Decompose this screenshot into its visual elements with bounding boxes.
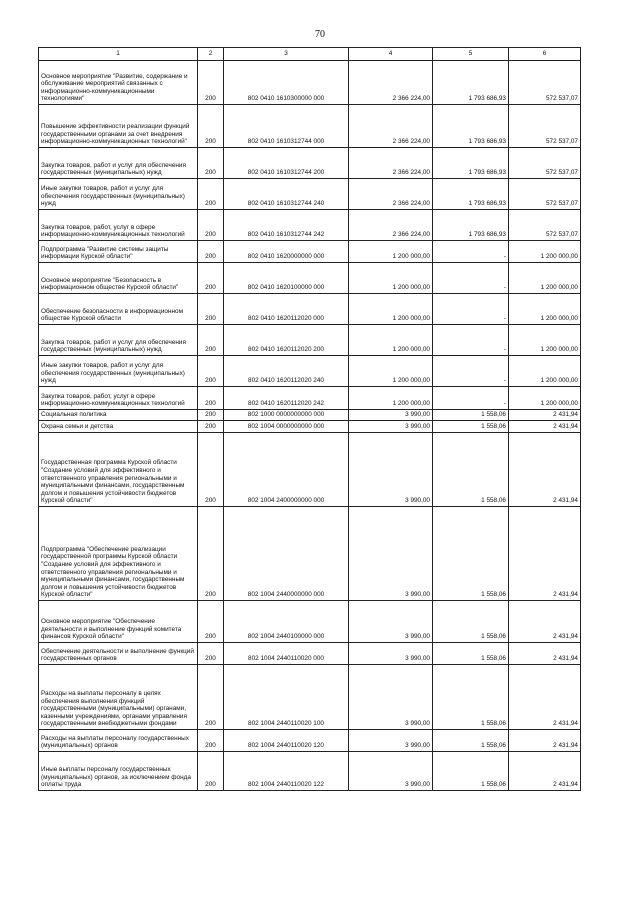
executed-amount: 1 558,06 [433, 421, 509, 433]
budget-classification-code: 802 0410 1610312744 200 [224, 148, 349, 179]
executed-amount: 1 793 686,93 [433, 105, 509, 148]
approved-amount: 3 990,00 [349, 665, 433, 730]
item-name: Подпрограмма "Развитие системы защиты информации Курской области" [39, 241, 198, 263]
item-name: Иные выплаты персоналу государственных (муниципальных) органов, за исключением фонда оплаты труда [39, 752, 198, 791]
table-row [39, 263, 581, 294]
unexecuted-amount: 2 431,94 [509, 433, 581, 507]
executed-amount: 1 793 686,93 [433, 210, 509, 241]
approved-amount: 3 990,00 [349, 421, 433, 433]
table-row [39, 643, 581, 665]
budget-classification-code: 802 1004 2440110020 000 [224, 643, 349, 665]
budget-classification-code: 802 1004 2440000000 000 [224, 507, 349, 601]
item-name: Иные закупки товаров, работ и услуг для обеспечения государственных (муниципальных) нужд [39, 179, 198, 210]
approved-amount: 2 366 224,00 [349, 179, 433, 210]
line-code: 200 [198, 665, 224, 730]
item-name: Основное мероприятие "Развитие, содержание и обслуживание мероприятий связанных с информационно-коммуникационными технологиями" [39, 61, 198, 105]
line-code: 200 [198, 148, 224, 179]
executed-amount: 1 793 686,93 [433, 179, 509, 210]
item-name: Расходы на выплаты персоналу в целях обеспечения выполнения функций государственными (муниципальными) органами, казенными учреждениями, органами управления государственными внебюджетными фондами [39, 665, 198, 730]
budget-classification-code: 802 0410 1620112020 242 [224, 387, 349, 410]
budget-classification-code: 802 0410 1610312744 240 [224, 179, 349, 210]
item-name: Иные закупки товаров, работ и услуг для обеспечения государственных (муниципальных) нужд [39, 356, 198, 387]
line-code: 200 [198, 356, 224, 387]
budget-classification-code: 802 1004 2440110020 100 [224, 665, 349, 730]
budget-classification-code: 802 1004 2440100000 000 [224, 601, 349, 643]
table-row [39, 387, 581, 410]
approved-amount: 3 990,00 [349, 433, 433, 507]
table-row [39, 325, 581, 356]
approved-amount: 1 200 000,00 [349, 241, 433, 263]
line-code: 200 [198, 507, 224, 601]
budget-classification-code: 802 0410 1620112020 000 [224, 294, 349, 325]
line-code: 200 [198, 61, 224, 105]
column-header-3: 3 [224, 48, 349, 61]
approved-amount: 3 990,00 [349, 730, 433, 752]
unexecuted-amount: 1 200 000,00 [509, 325, 581, 356]
table-row [39, 421, 581, 433]
table-row [39, 507, 581, 601]
approved-amount: 1 200 000,00 [349, 387, 433, 410]
table-row [39, 148, 581, 179]
budget-classification-code: 802 0410 1620112020 200 [224, 325, 349, 356]
item-name: Основное мероприятие "Обеспечение деятельности и выполнение функций комитета финансов Курской области" [39, 601, 198, 643]
unexecuted-amount: 2 431,94 [509, 643, 581, 665]
table-row [39, 356, 581, 387]
approved-amount: 1 200 000,00 [349, 325, 433, 356]
line-code: 200 [198, 210, 224, 241]
table-row [39, 601, 581, 643]
executed-amount: - [433, 325, 509, 356]
executed-amount: 1 558,06 [433, 730, 509, 752]
approved-amount: 3 990,00 [349, 601, 433, 643]
item-name: Государственная программа Курской области "Создание условий для эффективного и ответственного управления региональными и муниципальными финансами, государственным долгом и повышения устойчивости бюджетов Курской области" [39, 433, 198, 507]
executed-amount: 1 558,06 [433, 643, 509, 665]
item-name: Обеспечение безопасности в информационном обществе Курской области [39, 294, 198, 325]
executed-amount: - [433, 387, 509, 410]
column-header-5: 5 [433, 48, 509, 61]
item-name: Охрана семьи и детства [39, 421, 198, 433]
budget-classification-code: 802 1004 2440110020 122 [224, 752, 349, 791]
line-code: 200 [198, 410, 224, 421]
unexecuted-amount: 572 537,07 [509, 148, 581, 179]
executed-amount: 1 793 686,93 [433, 61, 509, 105]
approved-amount: 2 366 224,00 [349, 105, 433, 148]
approved-amount: 3 990,00 [349, 410, 433, 421]
budget-table [38, 47, 581, 791]
executed-amount: - [433, 356, 509, 387]
table-row [39, 410, 581, 421]
item-name: Социальная политика [39, 410, 198, 421]
table-row [39, 241, 581, 263]
page-number: 70 [315, 29, 325, 40]
approved-amount: 3 990,00 [349, 752, 433, 791]
approved-amount: 3 990,00 [349, 507, 433, 601]
unexecuted-amount: 572 537,07 [509, 210, 581, 241]
executed-amount: 1 558,06 [433, 665, 509, 730]
line-code: 200 [198, 752, 224, 791]
approved-amount: 1 200 000,00 [349, 356, 433, 387]
table-row [39, 61, 581, 105]
unexecuted-amount: 2 431,94 [509, 730, 581, 752]
line-code: 200 [198, 294, 224, 325]
unexecuted-amount: 2 431,94 [509, 507, 581, 601]
column-header-6: 6 [509, 48, 581, 61]
item-name: Подпрограмма "Обеспечение реализации государственной программы Курской области "Создание условий для эффективного и ответственного управления региональными и муниципальными финансами, государственным долгом и повышения устойчивости бюджетов Курской области" [39, 507, 198, 601]
unexecuted-amount: 2 431,94 [509, 421, 581, 433]
item-name: Закупка товаров, работ, услуг в сфере информационно-коммуникационных технологий [39, 387, 198, 410]
item-name: Закупка товаров, работ, услуг в сфере информационно-коммуникационных технологий [39, 210, 198, 241]
executed-amount: - [433, 294, 509, 325]
budget-classification-code: 802 0410 1610312744 000 [224, 105, 349, 148]
table-row [39, 210, 581, 241]
approved-amount: 2 366 224,00 [349, 148, 433, 179]
unexecuted-amount: 2 431,94 [509, 601, 581, 643]
executed-amount: 1 558,06 [433, 507, 509, 601]
line-code: 200 [198, 263, 224, 294]
line-code: 200 [198, 730, 224, 752]
approved-amount: 2 366 224,00 [349, 61, 433, 105]
unexecuted-amount: 572 537,07 [509, 105, 581, 148]
item-name: Обеспечение деятельности и выполнение функций государственных органов [39, 643, 198, 665]
item-name: Закупка товаров, работ и услуг для обеспечения государственных (муниципальных) нужд [39, 325, 198, 356]
approved-amount: 2 366 224,00 [349, 210, 433, 241]
table-row [39, 433, 581, 507]
line-code: 200 [198, 325, 224, 356]
budget-classification-code: 802 0410 1620100000 000 [224, 263, 349, 294]
unexecuted-amount: 1 200 000,00 [509, 241, 581, 263]
executed-amount: 1 793 686,93 [433, 148, 509, 179]
budget-classification-code: 802 1004 2440110020 120 [224, 730, 349, 752]
table-row [39, 294, 581, 325]
unexecuted-amount: 1 200 000,00 [509, 356, 581, 387]
unexecuted-amount: 2 431,94 [509, 410, 581, 421]
approved-amount: 1 200 000,00 [349, 294, 433, 325]
line-code: 200 [198, 643, 224, 665]
line-code: 200 [198, 241, 224, 263]
budget-classification-code: 802 0410 1610312744 242 [224, 210, 349, 241]
column-header-1: 1 [39, 48, 198, 61]
unexecuted-amount: 1 200 000,00 [509, 263, 581, 294]
unexecuted-amount: 572 537,07 [509, 61, 581, 105]
executed-amount: 1 558,06 [433, 601, 509, 643]
executed-amount: 1 558,06 [433, 752, 509, 791]
executed-amount: 1 558,06 [433, 433, 509, 507]
column-header-4: 4 [349, 48, 433, 61]
line-code: 200 [198, 387, 224, 410]
budget-classification-code: 802 0410 1620000000 000 [224, 241, 349, 263]
executed-amount: 1 558,06 [433, 410, 509, 421]
budget-classification-code: 802 1000 0000000000 000 [224, 410, 349, 421]
line-code: 200 [198, 433, 224, 507]
item-name: Повышение эффективности реализации функций государственными органами за счет внедрения информационно-коммуникационных технологий" [39, 105, 198, 148]
table-row [39, 752, 581, 791]
budget-classification-code: 802 1004 2400000000 000 [224, 433, 349, 507]
line-code: 200 [198, 601, 224, 643]
line-code: 200 [198, 421, 224, 433]
budget-classification-code: 802 0410 1610300000 000 [224, 61, 349, 105]
item-name: Основное мероприятие "Безопасность в информационном обществе Курской области" [39, 263, 198, 294]
executed-amount: - [433, 263, 509, 294]
unexecuted-amount: 2 431,94 [509, 752, 581, 791]
table-row [39, 665, 581, 730]
line-code: 200 [198, 105, 224, 148]
line-code: 200 [198, 179, 224, 210]
item-name: Расходы на выплаты персоналу государственных (муниципальных) органов [39, 730, 198, 752]
table-row [39, 179, 581, 210]
unexecuted-amount: 572 537,07 [509, 179, 581, 210]
unexecuted-amount: 1 200 000,00 [509, 387, 581, 410]
table-row [39, 730, 581, 752]
budget-classification-code: 802 1004 0000000000 000 [224, 421, 349, 433]
table-row [39, 105, 581, 148]
item-name: Закупка товаров, работ и услуг для обеспечения государственных (муниципальных) нужд [39, 148, 198, 179]
unexecuted-amount: 2 431,94 [509, 665, 581, 730]
column-header-2: 2 [198, 48, 224, 61]
header-row [39, 48, 581, 61]
approved-amount: 3 990,00 [349, 643, 433, 665]
unexecuted-amount: 1 200 000,00 [509, 294, 581, 325]
approved-amount: 1 200 000,00 [349, 263, 433, 294]
budget-classification-code: 802 0410 1620112020 240 [224, 356, 349, 387]
executed-amount: - [433, 241, 509, 263]
